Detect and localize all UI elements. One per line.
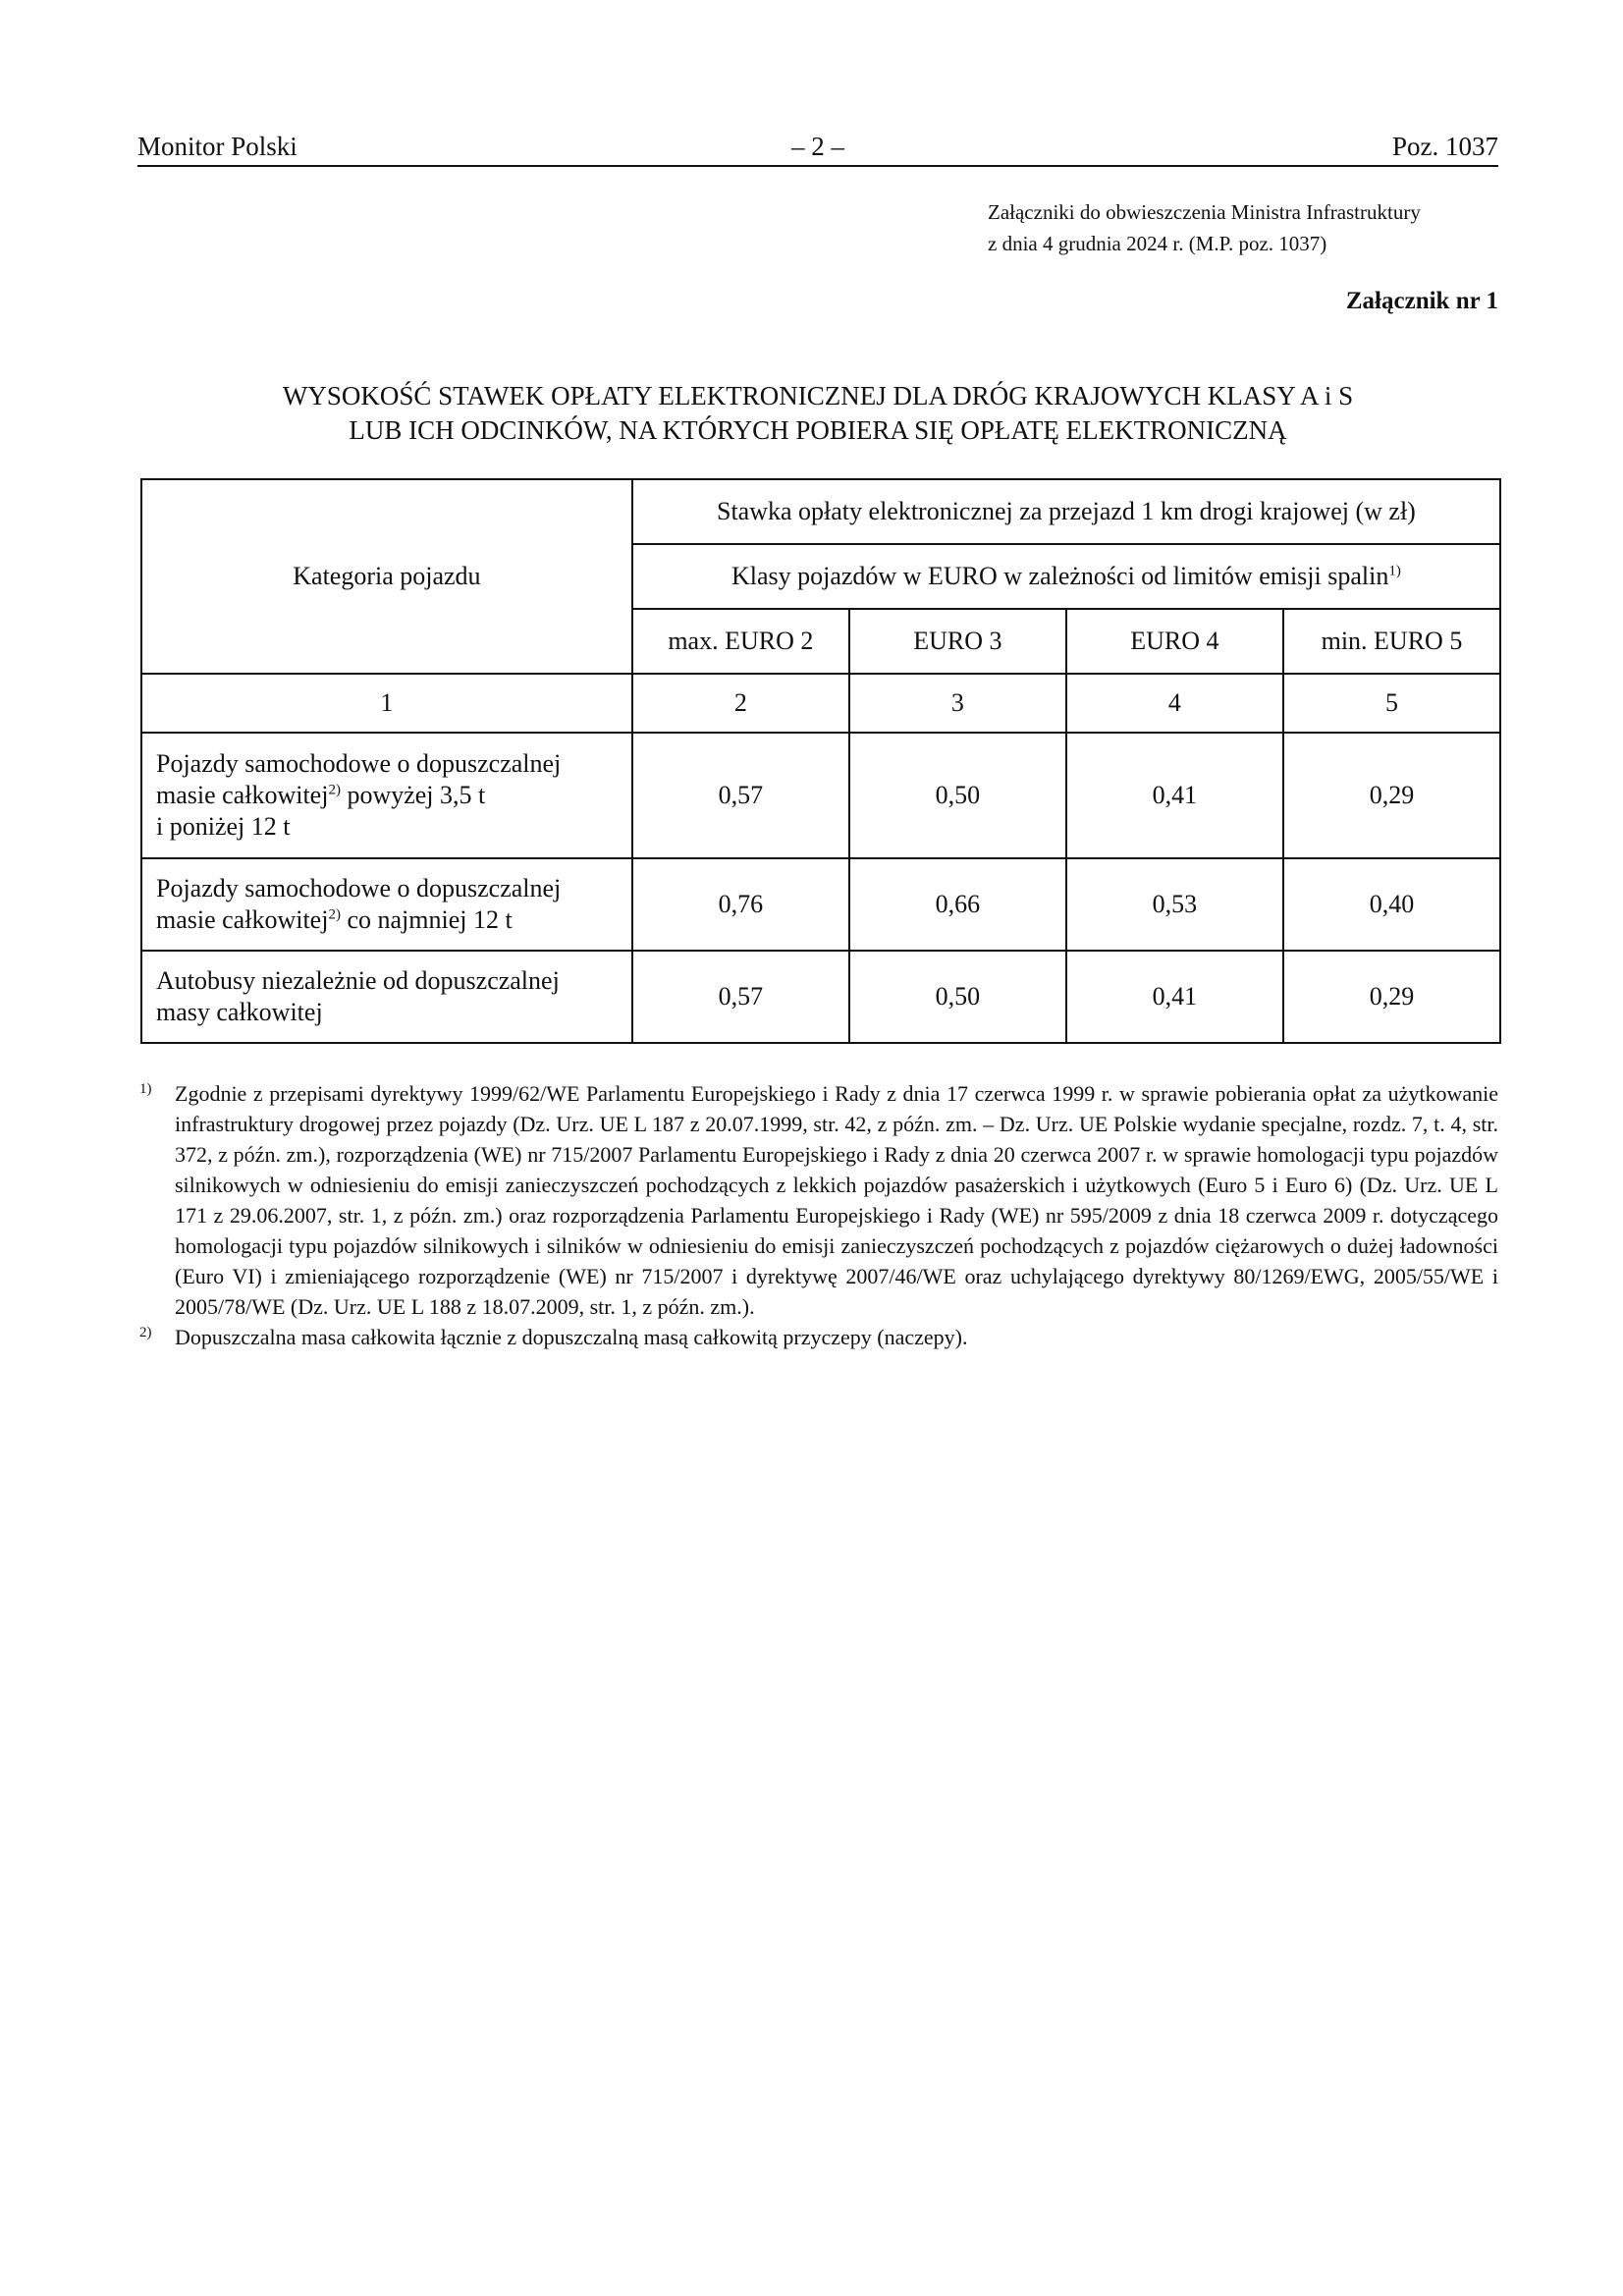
footnote-ref: 2) bbox=[328, 906, 341, 923]
rate-value: 0,40 bbox=[1283, 858, 1500, 951]
attachment-note bbox=[988, 196, 1498, 259]
vehicle-category bbox=[141, 733, 632, 858]
table-row bbox=[141, 951, 1500, 1043]
category-text: powyżej 3,5 t bbox=[340, 781, 486, 809]
annex-label: Załącznik nr 1 bbox=[1345, 288, 1498, 314]
footnote-mark: 1) bbox=[139, 1081, 152, 1097]
document-title bbox=[137, 379, 1498, 448]
footnote-text: Dopuszczalna masa całkowita łącznie z dopuszczalną masą całkowitą przyczepy (naczepy). bbox=[175, 1325, 968, 1349]
rate-value: 0,50 bbox=[849, 951, 1066, 1043]
category-text: co najmniej 12 t bbox=[340, 905, 513, 934]
column-number: 2 bbox=[632, 674, 849, 733]
footnote-mark: 2) bbox=[139, 1325, 152, 1340]
footnote bbox=[137, 1078, 1498, 1322]
rate-value: 0,76 bbox=[632, 858, 849, 951]
rate-value: 0,41 bbox=[1066, 951, 1283, 1043]
rate-header: Stawka opłaty elektronicznej za przejazd 1 km drogi krajowej (w zł) bbox=[632, 479, 1500, 544]
category-line bbox=[156, 780, 631, 811]
vehicle-category bbox=[141, 858, 632, 951]
rate-value: 0,50 bbox=[849, 733, 1066, 858]
rate-value: 0,41 bbox=[1066, 733, 1283, 858]
attachment-note-line: z dnia 4 grudnia 2024 r. (M.P. poz. 1037) bbox=[988, 232, 1327, 255]
euro-column-header: max. EURO 2 bbox=[632, 609, 849, 674]
euro-column-header: min. EURO 5 bbox=[1283, 609, 1500, 674]
category-text: masie całkowitej bbox=[156, 781, 329, 809]
class-header-text: Klasy pojazdów w EURO w zależności od limitów emisji spalin bbox=[730, 562, 1389, 590]
rate-value: 0,29 bbox=[1283, 733, 1500, 858]
column-numbers-row bbox=[141, 674, 1500, 733]
category-text: masie całkowitej bbox=[156, 905, 329, 934]
rate-value: 0,29 bbox=[1283, 951, 1500, 1043]
page-number: – 2 – bbox=[791, 132, 844, 161]
category-header: Kategoria pojazdu bbox=[141, 479, 632, 674]
footnote-ref: 1) bbox=[1388, 563, 1401, 579]
table-row bbox=[141, 733, 1500, 858]
euro-column-header: EURO 3 bbox=[849, 609, 1066, 674]
rates-table bbox=[140, 478, 1501, 1044]
column-number: 3 bbox=[849, 674, 1066, 733]
column-number: 1 bbox=[141, 674, 632, 733]
footnotes bbox=[137, 1078, 1498, 1352]
rate-value: 0,53 bbox=[1066, 858, 1283, 951]
title-line: WYSOKOŚĆ STAWEK OPŁATY ELEKTRONICZNEJ DLA DRÓG KRAJOWYCH KLASY A i S bbox=[282, 381, 1354, 410]
category-line: Pojazdy samochodowe o dopuszczalnej bbox=[156, 749, 562, 778]
position-number: Poz. 1037 bbox=[1392, 132, 1498, 161]
attachment-note-line: Załączniki do obwieszczenia Ministra Infrastruktury bbox=[988, 200, 1421, 224]
vehicle-category bbox=[141, 951, 632, 1043]
rate-value: 0,57 bbox=[632, 733, 849, 858]
footnote-ref: 2) bbox=[328, 782, 341, 798]
publication-name: Monitor Polski bbox=[137, 132, 298, 161]
table-row bbox=[141, 858, 1500, 951]
column-number: 4 bbox=[1066, 674, 1283, 733]
category-line: Autobusy niezależnie od dopuszczalnej bbox=[156, 966, 560, 995]
footnote bbox=[137, 1322, 1498, 1352]
page-header bbox=[137, 132, 1498, 167]
category-line: i poniżej 12 t bbox=[156, 812, 291, 841]
column-number: 5 bbox=[1283, 674, 1500, 733]
rate-value: 0,66 bbox=[849, 858, 1066, 951]
table-header-row bbox=[141, 479, 1500, 544]
class-header bbox=[632, 544, 1500, 609]
footnote-text: Zgodnie z przepisami dyrektywy 1999/62/WE Parlamentu Europejskiego i Rady z dnia 17 czerwca 1999 r. w sprawie pobierania opłat za użytkowanie infrastruktury drogowej przez pojazdy (Dz. Urz. UE L 187 z 20.07.1999, str. 42, z późn. zm. – Dz. Urz. UE Polskie wydanie specjalne, rozdz. 7, t. 4, str. 372, z późn. zm.), rozporządzenia (WE) nr 715/2007 Parlamentu Europejskiego i Rady z dnia 20 czerwca 2007 r. w sprawie homologacji typu pojazdów silnikowych w odniesieniu do emisji zanieczyszczeń pochodzących z lekkich pojazdów pasażerskich i użytkowych (Euro 5 i Euro 6) (Dz. Urz. UE L 171 z 29.06.2007, str. 1, z późn. zm.) oraz rozporządzenia Parlamentu Europejskiego i Rady (WE) nr 595/2009 z dnia 18 czerwca 2009 r. dotyczącego homologacji typu pojazdów silnikowych i silników w odniesieniu do emisji zanieczyszczeń pochodzących z pojazdów ciężarowych o dużej ładowności (Euro VI) i zmieniającego rozporządzenie (WE) nr 715/2007 i dyrektywę 2007/46/WE oraz uchylającego dyrektywy 80/1269/EWG, 2005/55/WE i 2005/78/WE (Dz. Urz. UE L 188 z 18.07.2009, str. 1, z późn. zm.). bbox=[175, 1081, 1498, 1319]
category-line: Pojazdy samochodowe o dopuszczalnej bbox=[156, 874, 562, 902]
category-line bbox=[156, 904, 631, 936]
euro-column-header: EURO 4 bbox=[1066, 609, 1283, 674]
title-line: LUB ICH ODCINKÓW, NA KTÓRYCH POBIERA SIĘ OPŁATĘ ELEKTRONICZNĄ bbox=[349, 415, 1287, 445]
rate-value: 0,57 bbox=[632, 951, 849, 1043]
category-line: masy całkowitej bbox=[156, 998, 323, 1026]
